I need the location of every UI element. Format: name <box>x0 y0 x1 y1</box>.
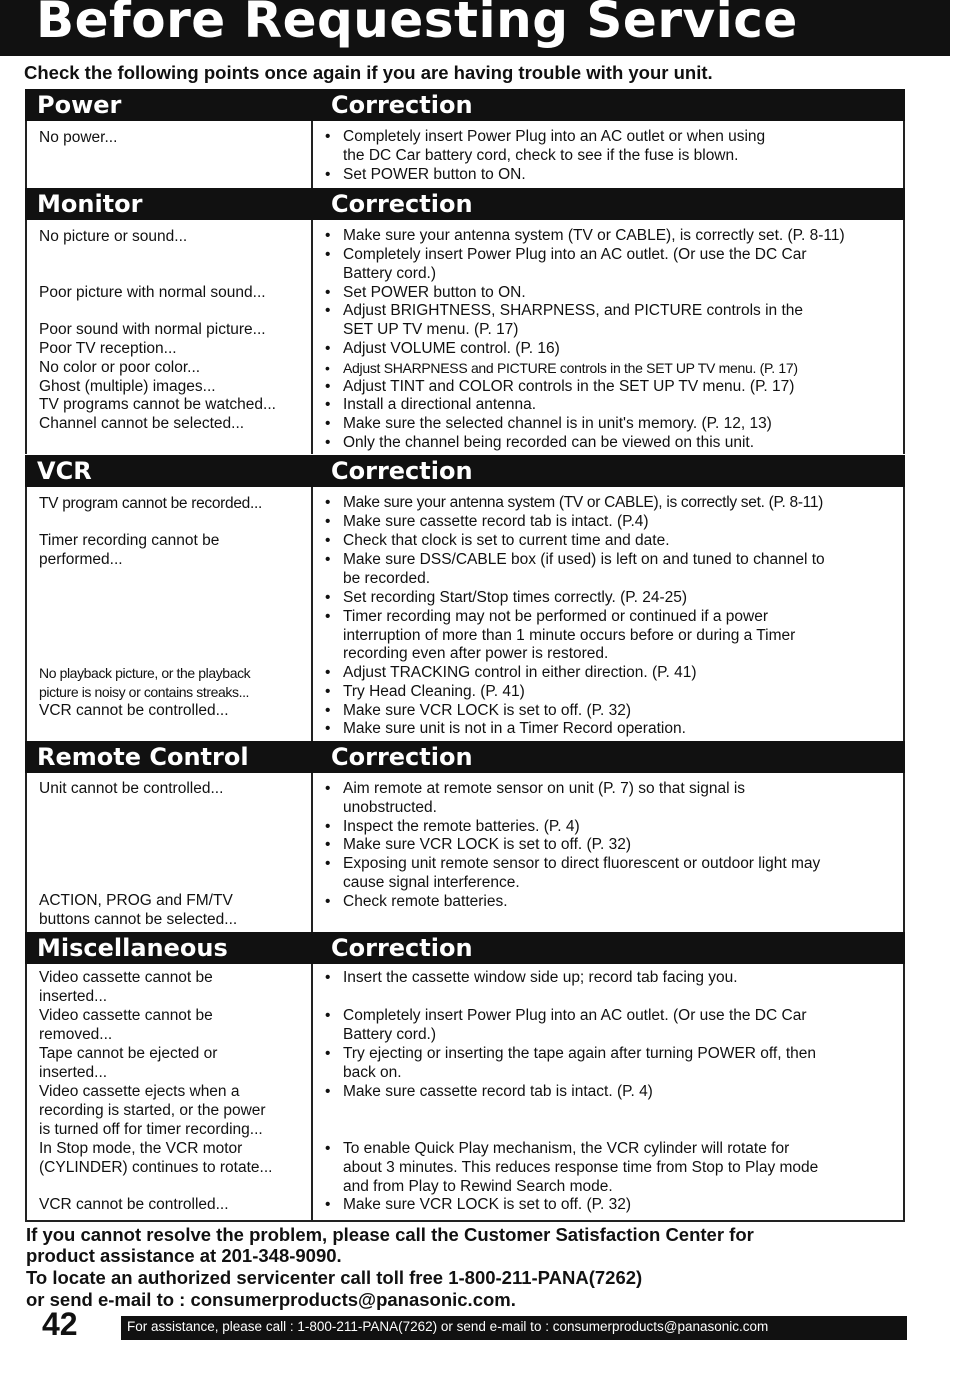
problem-item: No color or poor color... <box>39 359 201 376</box>
problem-item: inserted... <box>39 988 108 1005</box>
section-header <box>25 741 905 773</box>
bullet-icon: • <box>325 702 331 719</box>
bullet-icon: • <box>325 1140 331 1157</box>
bullet-icon: • <box>325 378 331 395</box>
column-divider <box>311 773 313 933</box>
problem-item: VCR cannot be controlled... <box>39 702 229 719</box>
bullet-icon: • <box>325 128 331 145</box>
bullet-icon: • <box>325 664 331 681</box>
bullet-icon: • <box>325 551 331 568</box>
bullet-icon: • <box>325 415 331 432</box>
correction-heading: Correction <box>331 91 473 119</box>
problem-item: Poor picture with normal sound... <box>39 284 266 301</box>
bullet-icon: • <box>325 166 331 183</box>
problem-item: TV programs cannot be watched... <box>39 396 276 413</box>
bullet-icon: • <box>325 969 331 986</box>
bullet-icon: • <box>325 246 331 263</box>
correction-heading: Correction <box>331 934 473 962</box>
problem-item: No power... <box>39 129 118 146</box>
bullet-icon: • <box>325 818 331 835</box>
bullet-icon: • <box>325 720 331 737</box>
bullet-icon: • <box>325 434 331 451</box>
bullet-icon: • <box>325 396 331 413</box>
footer-line: or send e-mail to : consumerproducts@panasonic.com. <box>26 1289 516 1310</box>
title-bar <box>0 0 950 56</box>
section-body: Video cassette cannot be inserted... Video cassette cannot be removed... Tape cannot be ejected or inserted... Video cassette ejects when a recording is started, or the power is turned off for timer recording... In Stop mode, the VCR motor (CYLINDER) continues to rotate... VCR cannot be controlled... • Insert the cassette window side up; record tab facing you. • Completely insert Power Plug into an AC outlet. (Or use the DC Car Battery cord.) • Try ejecting or inserting the tape again after turning POWER off, then back on. • Make sure cassette record tab is intact. (P. 4) • To enable Quick Play mechanism, the VCR cylinder will rotate for about 3 minutes. This reduces response time from Stop to Play mode and from Play to Rewind Search mode. • Make sure VCR LOCK is set to off. (P. 32) <box>25 964 905 1222</box>
section-body: TV program cannot be recorded... Timer recording cannot be performed... No playback picture, or the playback picture is noisy or contains streaks... VCR cannot be controlled... • Make sure your antenna system (TV or CABLE), is correctly set. (P. 8-11) • Make sure cassette record tab is intact. (P.4) • Check that clock is set to current time and date. • Make sure DSS/CABLE box (if used) is left on and tuned to channel to be recorded. • Set recording Start/Stop times correctly. (P. 24-25) • Timer recording may not be performed or continued if a power interruption of more than 1 minute occurs before or during a Timer recording even after power is restored. • Adjust TRACKING control in either direction. (P. 41) • Try Head Cleaning. (P. 41) • Make sure VCR LOCK is set to off. (P. 32) • Make sure unit is not in a Timer Record operation. <box>25 487 905 741</box>
bullet-icon: • <box>325 1196 331 1213</box>
section-body: No power... • Completely insert Power Plug into an AC outlet or when using the DC Car battery cord, check to see if the fuse is blown. • Set POWER button to ON. <box>25 121 905 190</box>
section-vcr <box>25 455 905 741</box>
assistance-text: For assistance, please call : 1-800-211-PANA(7262) or send e-mail to : consumerproducts@panasonic.com <box>127 1319 769 1334</box>
problem-item: Tape cannot be ejected or <box>39 1045 218 1062</box>
section-miscellaneous <box>25 932 905 1222</box>
bullet-icon: • <box>325 532 331 549</box>
section-power <box>25 89 905 190</box>
page-number: 42 <box>42 1306 78 1342</box>
bullet-icon: • <box>325 683 331 700</box>
bullet-icon: • <box>325 1083 331 1100</box>
section-header <box>25 89 905 121</box>
column-divider <box>311 487 313 741</box>
bullet-icon: • <box>325 360 330 376</box>
problem-item: buttons cannot be selected... <box>39 911 238 928</box>
problem-item: ACTION, PROG and FM/TV <box>39 892 233 909</box>
column-divider <box>311 121 313 188</box>
problem-item: TV program cannot be recorded... <box>39 495 263 512</box>
section-header <box>25 188 905 220</box>
page-title: Before Requesting Service <box>36 0 798 49</box>
problem-item: removed... <box>39 1026 113 1043</box>
section-header <box>25 932 905 964</box>
bullet-icon: • <box>325 302 331 319</box>
problem-item: Poor sound with normal picture... <box>39 321 266 338</box>
section-heading: Miscellaneous <box>37 934 228 962</box>
bullet-icon: • <box>325 227 331 244</box>
problem-item: is turned off for timer recording... <box>39 1121 263 1138</box>
bullet-icon: • <box>325 836 331 853</box>
section-remote-control <box>25 741 905 933</box>
problem-item: recording is started, or the power <box>39 1102 266 1119</box>
problem-item: Timer recording cannot be <box>39 532 220 549</box>
correction-heading: Correction <box>331 743 473 771</box>
problem-item: Ghost (multiple) images... <box>39 378 216 395</box>
problem-item: picture is noisy or contains streaks... <box>39 684 250 700</box>
bullet-icon: • <box>325 284 331 301</box>
bullet-icon: • <box>325 1045 331 1062</box>
problem-item: (CYLINDER) continues to rotate... <box>39 1159 273 1176</box>
problem-item: In Stop mode, the VCR motor <box>39 1140 243 1157</box>
section-header <box>25 455 905 487</box>
problem-item: VCR cannot be controlled... <box>39 1196 229 1213</box>
bullet-icon: • <box>325 855 331 872</box>
section-heading: Monitor <box>37 190 143 218</box>
footer-line: To locate an authorized servicenter call toll free 1-800-211-PANA(7262) <box>26 1267 643 1288</box>
footer-line: product assistance at 201-348-9090. <box>26 1245 342 1266</box>
problem-item: No picture or sound... <box>39 228 188 245</box>
bullet-icon: • <box>325 340 331 357</box>
problem-item: Video cassette cannot be <box>39 969 213 986</box>
correction-heading: Correction <box>331 190 473 218</box>
bullet-icon: • <box>325 513 331 530</box>
column-divider <box>311 220 313 454</box>
problem-item: Video cassette cannot be <box>39 1007 213 1024</box>
problem-item: Video cassette ejects when a <box>39 1083 240 1100</box>
bullet-icon: • <box>325 589 331 606</box>
section-body: Unit cannot be controlled... ACTION, PROG and FM/TV buttons cannot be selected... • Aim remote at remote sensor on unit (P. 7) so that signal is unobstructed. • Inspect the remote batteries. (P. 4) • Make sure VCR LOCK is set to off. (P. 32) • Exposing unit remote sensor to direct fluorescent or outdoor light may cause signal interference. • Check remote batteries. <box>25 773 905 933</box>
section-monitor <box>25 188 905 454</box>
problem-item: No playback picture, or the playback <box>39 665 251 681</box>
problem-item: Channel cannot be selected... <box>39 415 245 432</box>
section-heading: Remote Control <box>37 743 249 771</box>
bullet-icon: • <box>325 893 331 910</box>
problem-item: Poor TV reception... <box>39 340 177 357</box>
problem-item: Unit cannot be controlled... <box>39 780 224 797</box>
intro-text: Check the following points once again if you are having trouble with your unit. <box>24 62 713 83</box>
bullet-icon: • <box>325 780 331 797</box>
section-heading: Power <box>37 91 122 119</box>
problem-item: inserted... <box>39 1064 108 1081</box>
assistance-bar <box>121 1316 907 1340</box>
section-heading: VCR <box>37 457 92 485</box>
column-divider <box>311 964 313 1220</box>
bullet-icon: • <box>325 608 331 625</box>
bullet-icon: • <box>325 1007 331 1024</box>
section-body: No picture or sound... Poor picture with normal sound... Poor sound with normal picture... Poor TV reception... No color or poor color... Ghost (multiple) images... TV programs cannot be watched... Channel cannot be selected... • Make sure your antenna system (TV or CABLE), is correctly set. (P. 8-11) • Completely insert Power Plug into an AC outlet. (Or use the DC Car Battery cord.) • Set POWER button to ON. • Adjust BRIGHTNESS, SHARPNESS, and PICTURE controls in the SET UP TV menu. (P. 17) • Adjust VOLUME control. (P. 16) • Adjust SHARPNESS and PICTURE controls in the SET UP TV menu. (P. 17) • Adjust TINT and COLOR controls in the SET UP TV menu. (P. 17) • Install a directional antenna. • Make sure the selected channel is in unit's memory. (P. 12, 13) • Only the channel being recorded can be viewed on this unit. <box>25 220 905 454</box>
problem-item: performed... <box>39 551 123 568</box>
footer-line: If you cannot resolve the problem, please call the Customer Satisfaction Center for <box>26 1224 754 1245</box>
bullet-icon: • <box>325 494 331 511</box>
correction-heading: Correction <box>331 457 473 485</box>
